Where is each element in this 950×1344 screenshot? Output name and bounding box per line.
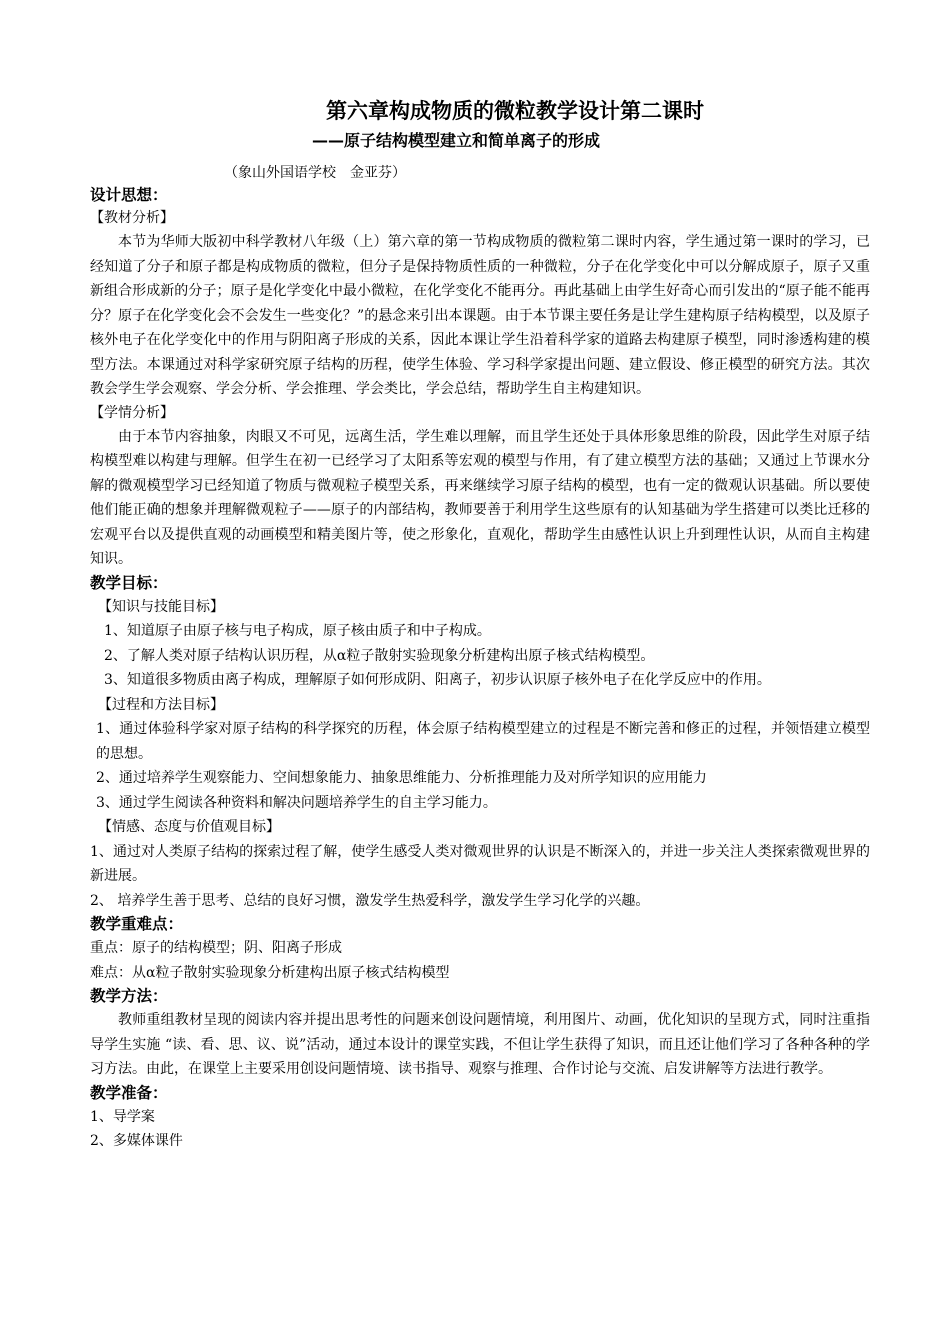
process-goal-item: 1、通过体验科学家对原子结构的科学探究的历程，体会原子结构模型建立的过程是不断完善和修正的过程，并领悟建立模型的思想。 [96, 721, 870, 762]
process-goal-item: 3、通过学生阅读各种资料和解决问题培养学生的自主学习能力。 [96, 794, 497, 811]
goals-heading: 教学目标： [90, 573, 168, 592]
keypoints-heading: 教学重难点： [90, 915, 184, 933]
document-page [90, 96, 870, 1154]
process-goal-item: 2、通过培养学生观察能力、空间想象能力、抽象思维能力、分析推理能力及对所学知识的应用能力 [96, 770, 707, 786]
process-goals-label: 【过程和方法目标】 [98, 696, 224, 713]
knowledge-goal-item: 2、了解人类对原子结构认识历程，从α粒子散射实验现象分析建构出原子核式结构模型。 [104, 647, 655, 664]
difficult-point: 难点：从α粒子散射实验现象分析建构出原子核式结构模型 [90, 964, 450, 981]
prep-heading: 教学准备： [90, 1083, 168, 1102]
methods-heading: 教学方法： [90, 987, 168, 1005]
design-heading: 设计思想： [90, 186, 168, 204]
knowledge-goal-item: 3、知道很多物质由离子构成，理解原子如何形成阴、阳离子，初步认识原子核外电子在化学反应中的作用。 [104, 672, 771, 688]
author-line: （象山外国语学校 金亚芬） [224, 165, 406, 181]
emotion-goals-label: 【情感、态度与价值观目标】 [98, 819, 280, 835]
knowledge-goals-label: 【知识与技能目标】 [98, 598, 224, 615]
emotion-goal-item: 2、 培养学生善于思考、总结的良好习惯，激发学生热爱科学，激发学生学习化学的兴趣。 [90, 892, 650, 909]
knowledge-goal-item: 1、知道原子由原子核与电子构成，原子核由质子和中子构成。 [104, 623, 491, 639]
textbook-analysis-label: 【教材分析】 [90, 210, 174, 226]
emotion-goal-item: 1、通过对人类原子结构的探索过程了解，使学生感受人类对微观世界的认识是不断深入的，并进一步关注人类探索微观世界的新进展。 [90, 843, 870, 884]
textbook-analysis-text: 本节为华师大版初中科学教材八年级（上）第六章的第一节构成物质的微粒第二课时内容，学生通过第一课时的学习，已经知道了分子和原子都是构成物质的微粒，但分子是保持物质性质的一种微粒，分子在化学变化中可以分解成原子，原子又重新组合形成新的分子；原子是化学变化中最小微粒，在化学变化不能再分。再此基础上由学生好奇心而引发出的“原子能不能再分？原子在化学变化会不会发生一些变化？”的悬念来引出本课题。由于本节课主要任务是让学生建构原子结构模型，以及原子核外电子在化学变化中的作用与阴阳离子形成的关系，因此本课让学生沿着科学家的道路去构建原子模型，同时渗透构建的模型方法。本课通过对科学家研究原子结构的历程，使学生体验、学习科学家提出问题、建立假设、修正模型的研究方法。其次教会学生学会观察、学会分析、学会推理、学会类比，学会总结，帮助学生自主构建知识。 [90, 234, 870, 397]
prep-item: 1、导学案 [90, 1108, 155, 1125]
document-subtitle: ——原子结构模型建立和简单离子的形成 [312, 131, 601, 150]
key-point: 重点：原子的结构模型；阴、阳离子形成 [90, 940, 342, 956]
methods-text: 教师重组教材呈现的阅读内容并提出思考性的问题来创设问题情境，利用图片、动画，优化知识的呈现方式，同时注重指导学生实施 “读、看、思、议、说”活动，通过本设计的课堂实践，不但让学生获得了知识，而且还让他们学习了各种各种的学习方法。由此，在课堂上主要采用创设问题情境、读书指导、观察与推理、合作讨论与交流、启发讲解等方法进行教学。 [90, 1012, 870, 1077]
student-analysis-text: 由于本节内容抽象，肉眼又不可见，远离生活，学生难以理解，而且学生还处于具体形象思维的阶段，因此学生对原子结构模型难以构建与理解。但学生在初一已经学习了太阳系等宏观的模型与作用，有了建立模型方法的基础；又通过上节课水分解的微观模型学习已经知道了物质与微观粒子模型关系，再来继续学习原子结构的模型，也有一定的微观认识基础。所以要使他们能正确的想象并理解微观粒子——原子的内部结构，教师要善于利用学生这些原有的认知基础为学生搭建可以类比迁移的宏观平台以及提供直观的动画模型和精美图片等，使之形象化，直观化，帮助学生由感性认识上升到理性认识，从而自主构建知识。 [90, 428, 870, 567]
document-title: 第六章构成物质的微粒教学设计第二课时 [326, 99, 704, 123]
prep-item: 2、多媒体课件 [90, 1133, 183, 1149]
student-analysis-label: 【学情分析】 [90, 404, 174, 421]
